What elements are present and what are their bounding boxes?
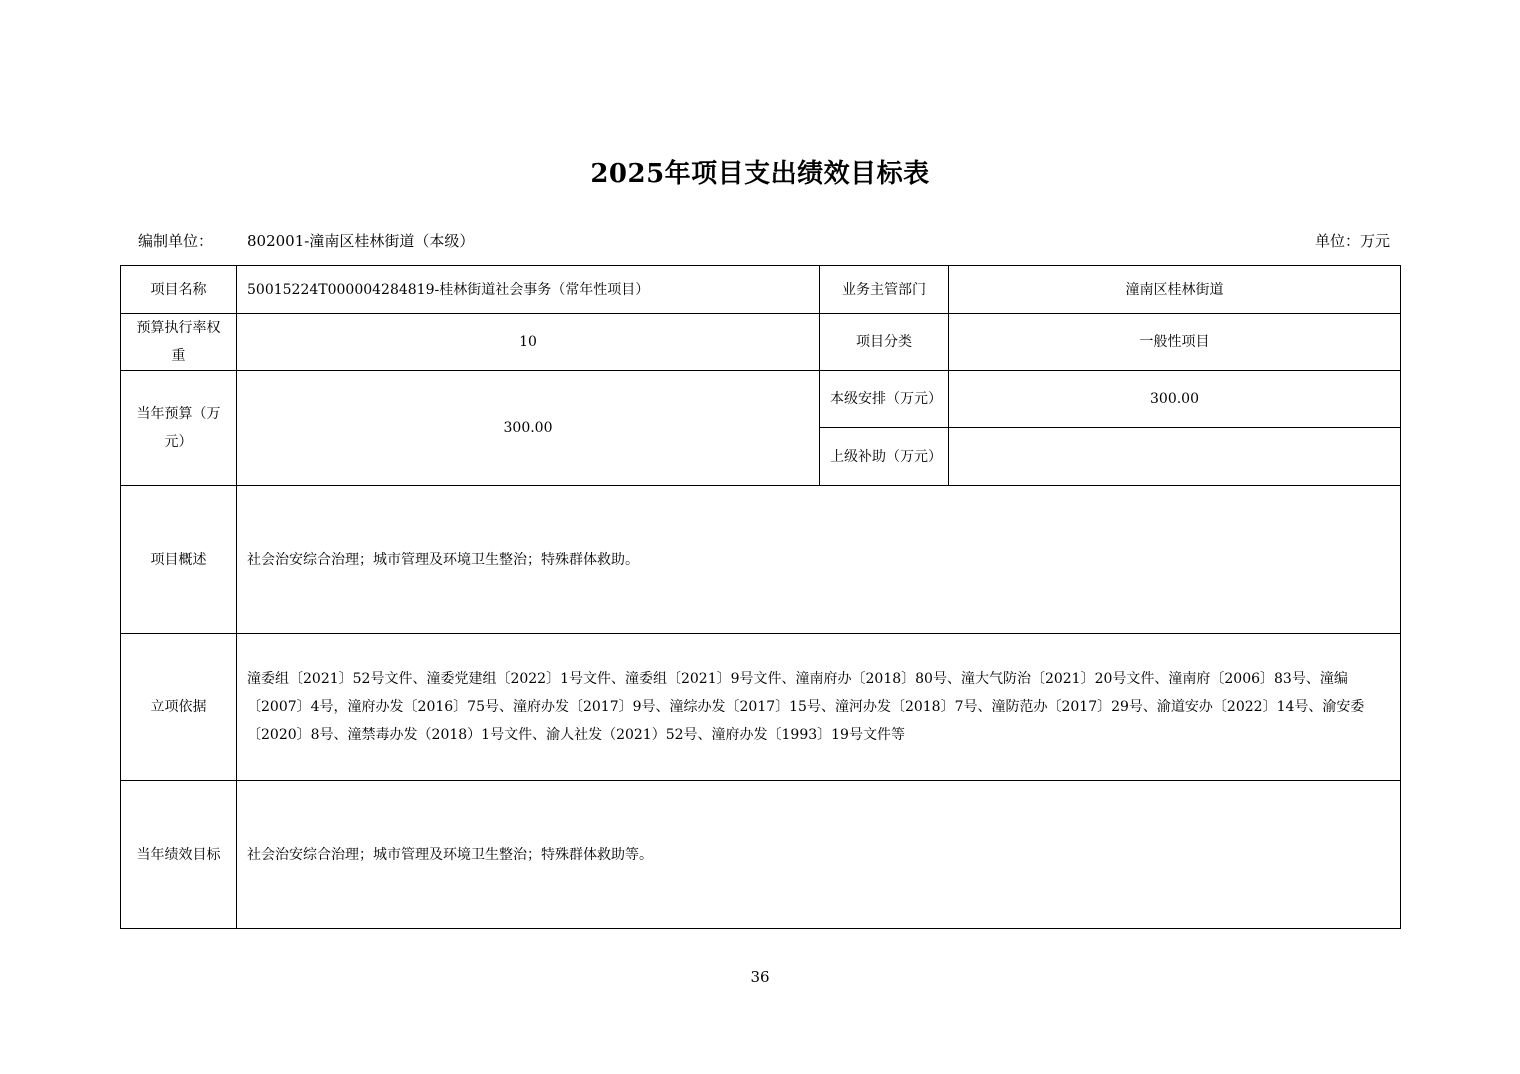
- category-value: 一般性项目: [949, 314, 1401, 371]
- budget-value: 300.00: [237, 371, 820, 486]
- dept-label: 业务主管部门: [820, 266, 949, 314]
- overview-label: 项目概述: [121, 486, 237, 634]
- performance-target-table: [120, 265, 1401, 929]
- currency-unit: 单位：万元: [1314, 232, 1390, 250]
- page-number: 36: [750, 968, 770, 986]
- local-arrangement-value: 300.00: [949, 371, 1401, 428]
- superior-subsidy-value: [949, 428, 1401, 486]
- row-performance-goal: [121, 781, 1401, 929]
- superior-subsidy-label: 上级补助（万元）: [820, 428, 949, 486]
- project-name-value: 50015224T000004284819-桂林街道社会事务（常年性项目）: [237, 266, 820, 314]
- local-arrangement-label: 本级安排（万元）: [820, 371, 949, 428]
- weight-value: 10: [237, 314, 820, 371]
- row-budget-local: [121, 371, 1401, 428]
- compiling-unit-value: 802001-潼南区桂林街道（本级）: [247, 232, 475, 250]
- weight-label: 预算执行率权重: [121, 314, 237, 371]
- row-basis: [121, 634, 1401, 781]
- document-title: 2025年项目支出绩效目标表: [590, 159, 930, 189]
- basis-value: 潼委组〔2021〕52号文件、潼委党建组〔2022〕1号文件、潼委组〔2021〕9号文件、潼南府办〔2018〕80号、潼大气防治〔2021〕20号文件、潼南府〔2006〕83号、潼编〔2007〕4号，潼府办发〔2016〕75号、潼府办发〔2017〕9号、潼综办发〔2017〕15号、潼河办发〔2018〕7号、潼防范办〔2017〕29号、渝道安办〔2022〕14号、渝安委〔2020〕8号、潼禁毒办发（2018）1号文件、渝人社发（2021）52号、潼府办发〔1993〕19号文件等: [237, 634, 1401, 781]
- overview-value: 社会治安综合治理；城市管理及环境卫生整治；特殊群体救助。: [237, 486, 1401, 634]
- basis-label: 立项依据: [121, 634, 237, 781]
- performance-goal-label: 当年绩效目标: [121, 781, 237, 929]
- performance-goal-value: 社会治安综合治理；城市管理及环境卫生整治；特殊群体救助等。: [237, 781, 1401, 929]
- row-overview: [121, 486, 1401, 634]
- dept-value: 潼南区桂林街道: [949, 266, 1401, 314]
- category-label: 项目分类: [820, 314, 949, 371]
- row-weight: [121, 314, 1401, 371]
- budget-label: 当年预算（万元）: [121, 371, 237, 486]
- project-name-label: 项目名称: [121, 266, 237, 314]
- row-project-name: [121, 266, 1401, 314]
- compiling-unit-label: 编制单位：: [138, 232, 214, 250]
